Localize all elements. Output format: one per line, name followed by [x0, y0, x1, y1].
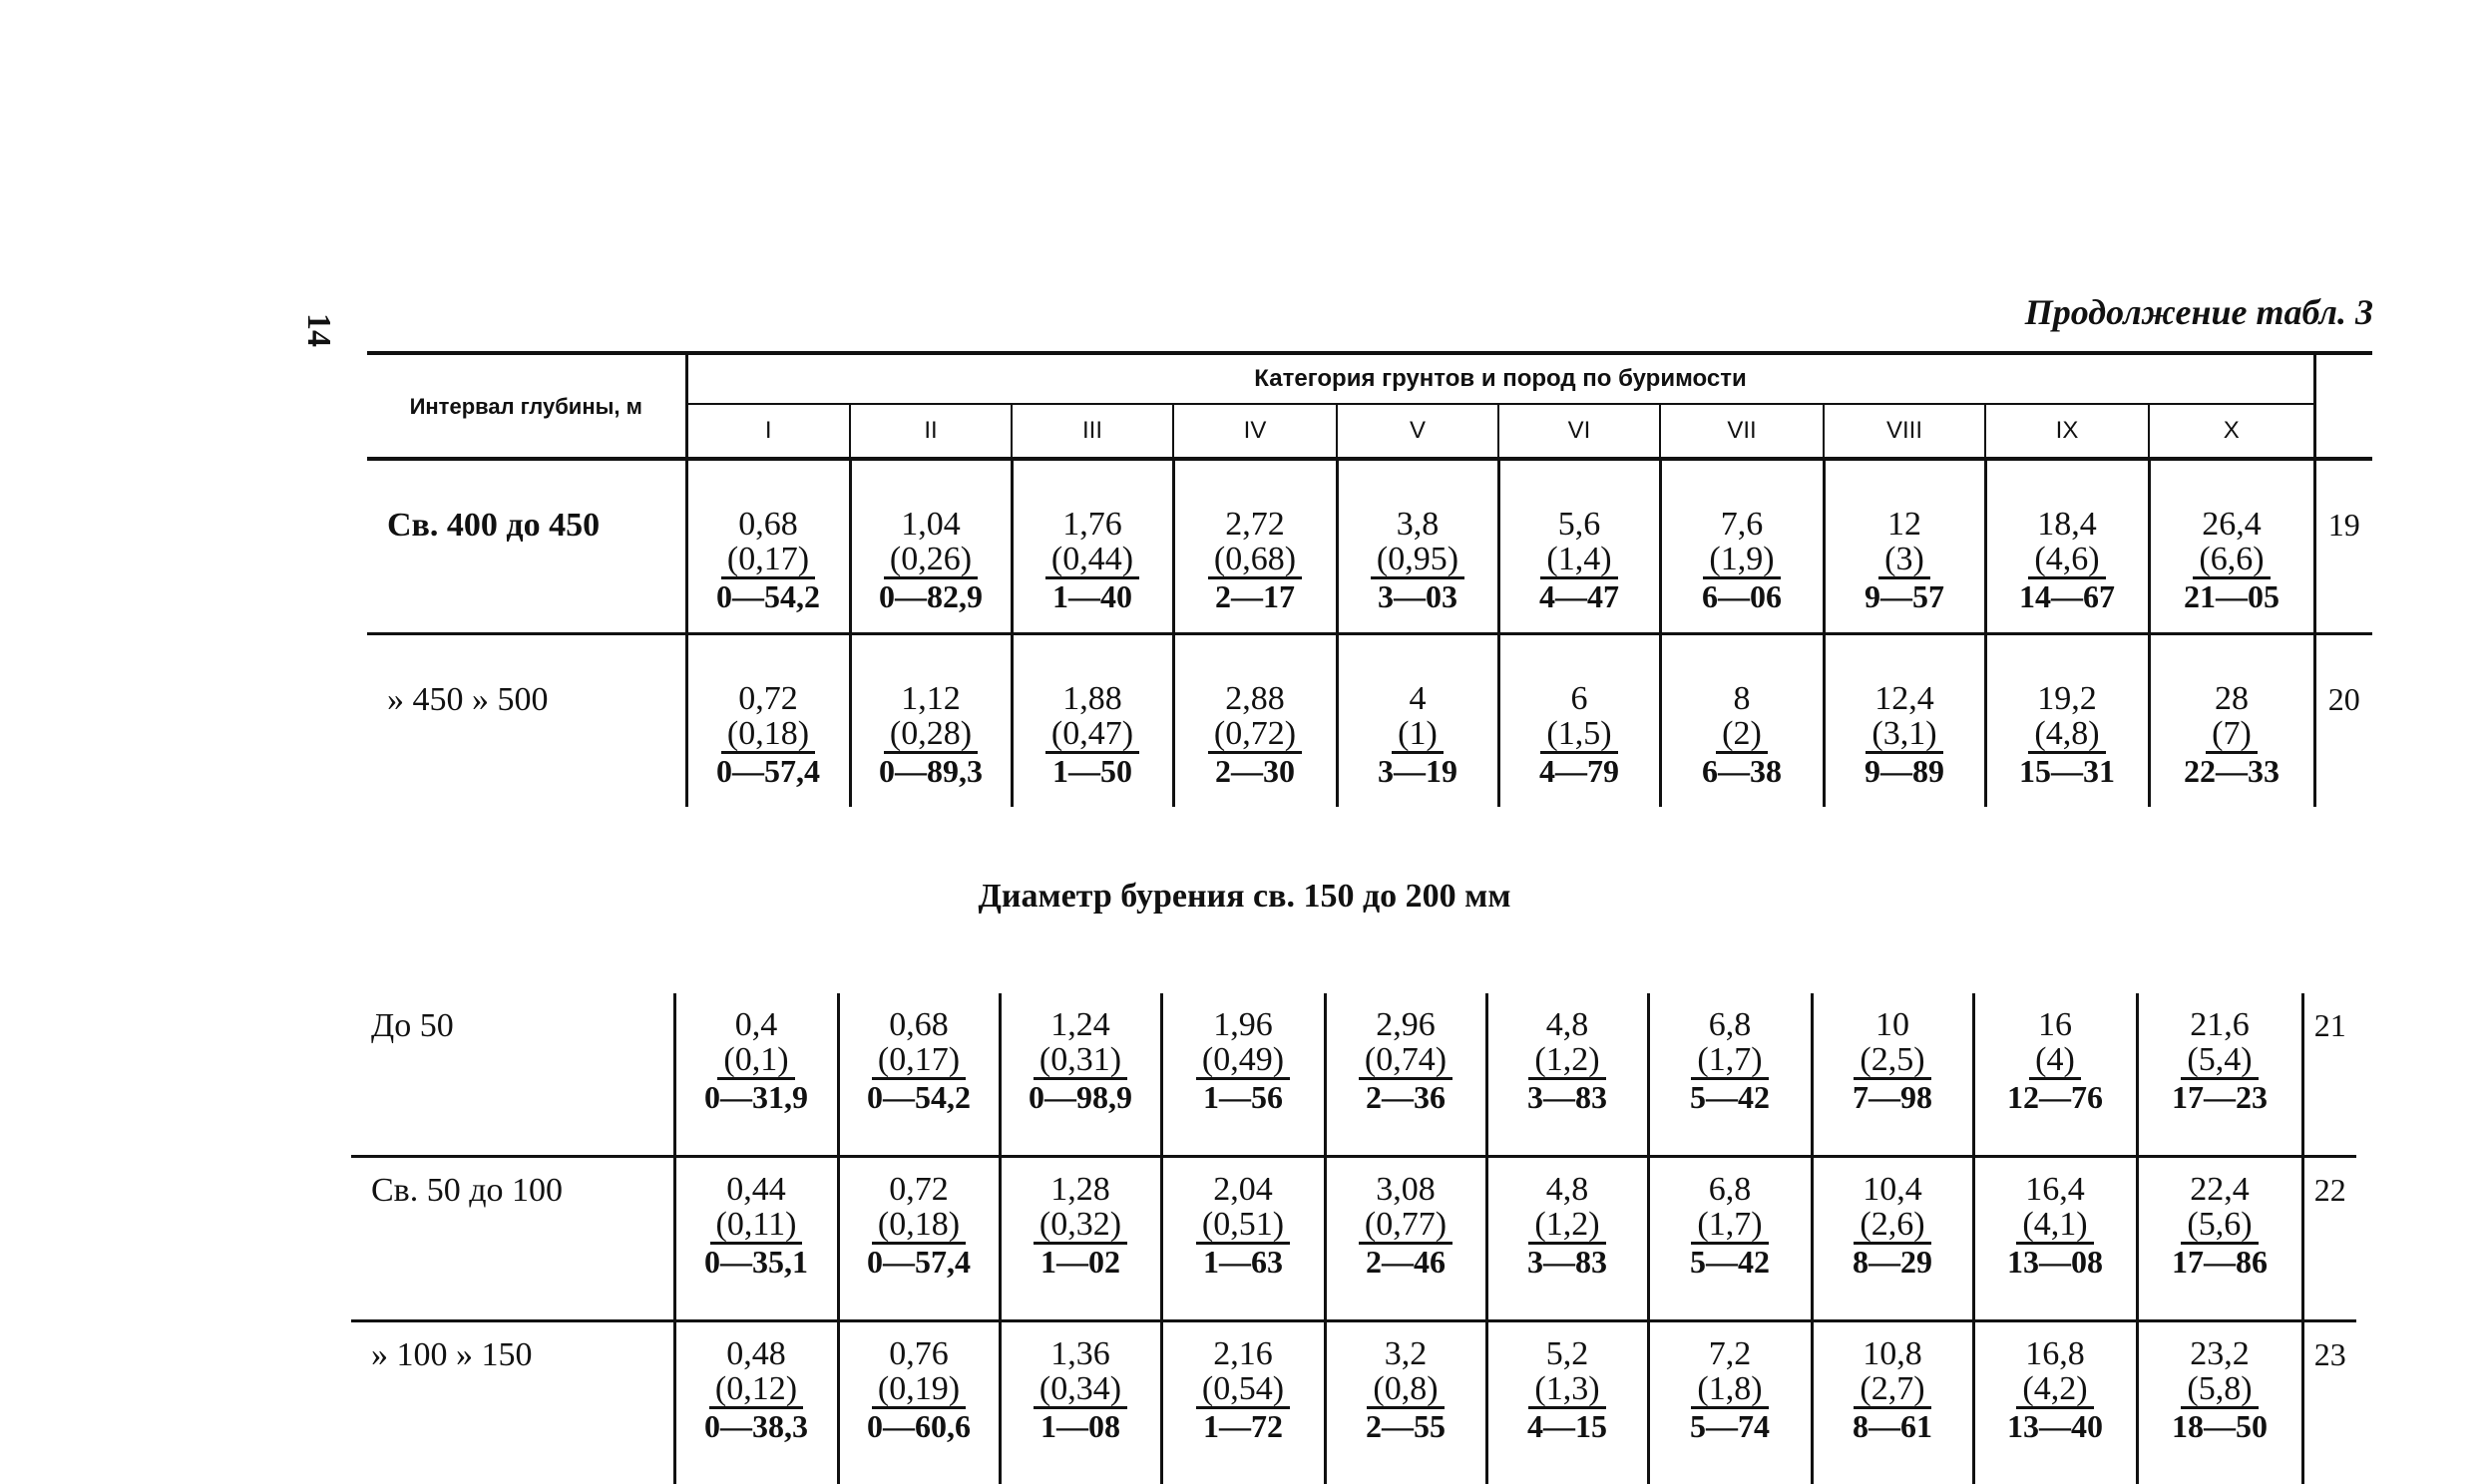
cost-value: 12—76 [2005, 1080, 2105, 1114]
value-fraction [1027, 1007, 1134, 1114]
machine-time-value: (1) [1392, 717, 1444, 754]
value-cell [1161, 993, 1325, 1157]
machine-time-value: (0,17) [872, 1043, 966, 1080]
cost-value: 3—19 [1376, 754, 1459, 788]
row-number: 23 [2302, 1321, 2356, 1484]
value-fraction [1863, 507, 1946, 613]
cost-value: 13—08 [2005, 1245, 2105, 1279]
value-fraction [865, 1336, 973, 1443]
cost-value: 0—54,2 [714, 579, 822, 613]
time-norm-value: 0,76 [865, 1336, 973, 1372]
value-cell [2149, 634, 2314, 808]
machine-time-value: (0,1) [717, 1043, 794, 1080]
header-category-VIII: VIII [1824, 404, 1985, 459]
machine-time-value: (0,34) [1034, 1372, 1127, 1409]
norms-table-bottom [351, 993, 2356, 1484]
cost-value: 1—08 [1038, 1409, 1122, 1443]
value-cell [1812, 1321, 1973, 1484]
machine-time-value: (1,8) [1691, 1372, 1768, 1409]
time-norm-value: 8 [1700, 681, 1784, 717]
value-fraction [1537, 681, 1621, 788]
time-norm-value: 6,8 [1688, 1007, 1772, 1043]
value-fraction [1196, 1007, 1290, 1114]
value-cell [1660, 459, 1824, 634]
value-cell [1985, 459, 2149, 634]
value-fraction [1863, 681, 1946, 788]
value-fraction [2005, 1172, 2105, 1279]
cost-value: 8—29 [1851, 1245, 1934, 1279]
row-number: 22 [2302, 1157, 2356, 1321]
machine-time-value: (1,7) [1691, 1208, 1768, 1245]
value-cell [1161, 1321, 1325, 1484]
machine-time-value: (1,2) [1528, 1208, 1605, 1245]
time-norm-value: 4 [1376, 681, 1459, 717]
cost-value: 21—05 [2182, 579, 2282, 613]
page-number: 14 [299, 313, 337, 347]
value-cell [850, 459, 1012, 634]
machine-time-value: (2,5) [1854, 1043, 1930, 1080]
value-cell [1325, 1157, 1486, 1321]
cost-value: 17—86 [2170, 1245, 2270, 1279]
machine-time-value: (4,6) [2028, 543, 2105, 579]
cost-value: 2—30 [1213, 754, 1297, 788]
machine-time-value: (1,4) [1540, 543, 1617, 579]
machine-time-value: (7) [2206, 717, 2258, 754]
machine-time-value: (0,68) [1208, 543, 1302, 579]
time-norm-value: 26,4 [2182, 507, 2282, 543]
time-norm-value: 5,6 [1537, 507, 1621, 543]
value-fraction [1371, 507, 1464, 613]
machine-time-value: (0,49) [1196, 1043, 1290, 1080]
value-cell [838, 1321, 1000, 1484]
value-fraction [877, 507, 985, 613]
cost-value: 1—02 [1038, 1245, 1122, 1279]
section-title: Диаметр бурения св. 150 до 200 мм [0, 878, 2489, 916]
machine-time-value: (1,3) [1528, 1372, 1605, 1409]
machine-time-value: (0,51) [1196, 1208, 1290, 1245]
cost-value: 0—57,4 [714, 754, 822, 788]
value-fraction [1364, 1336, 1448, 1443]
machine-time-value: (3,1) [1866, 717, 1942, 754]
time-norm-value: 1,04 [877, 507, 985, 543]
header-category-IX: IX [1985, 404, 2149, 459]
cost-value: 2—36 [1364, 1080, 1448, 1114]
cost-value: 5—74 [1688, 1409, 1772, 1443]
value-cell [1486, 1157, 1648, 1321]
header-depth-interval: Интервал глубины, м [367, 353, 686, 459]
cost-value: 15—31 [2017, 754, 2117, 788]
time-norm-value: 10 [1851, 1007, 1934, 1043]
cost-value: 5—42 [1688, 1245, 1772, 1279]
cost-value: 2—55 [1364, 1409, 1448, 1443]
cost-value: 0—54,2 [865, 1080, 973, 1114]
value-fraction [714, 507, 822, 613]
cost-value: 6—06 [1700, 579, 1784, 613]
value-cell [1173, 459, 1337, 634]
depth-interval-cell: Св. 400 до 450 [367, 459, 686, 634]
value-cell [1812, 993, 1973, 1157]
value-fraction [1851, 1007, 1934, 1114]
value-cell [2137, 993, 2302, 1157]
cost-value: 1—50 [1050, 754, 1134, 788]
header-category-X: X [2149, 404, 2314, 459]
table-continuation-label: Продолжение табл. 3 [2025, 291, 2373, 333]
time-norm-value: 2,72 [1208, 507, 1302, 543]
cost-value: 13—40 [2005, 1409, 2105, 1443]
machine-time-value: (5,6) [2181, 1208, 2258, 1245]
time-norm-value: 7,6 [1700, 507, 1784, 543]
time-norm-value: 1,12 [877, 681, 985, 717]
machine-time-value: (0,47) [1045, 717, 1139, 754]
time-norm-value: 3,2 [1364, 1336, 1448, 1372]
value-fraction [702, 1007, 810, 1114]
cost-value: 4—47 [1537, 579, 1621, 613]
value-cell [1337, 459, 1498, 634]
cost-value: 0—60,6 [865, 1409, 973, 1443]
time-norm-value: 22,4 [2170, 1172, 2270, 1208]
cost-value: 1—63 [1201, 1245, 1285, 1279]
machine-time-value: (1,5) [1540, 717, 1617, 754]
value-fraction [1034, 1336, 1127, 1443]
value-fraction [2182, 681, 2282, 788]
value-cell [1486, 1321, 1648, 1484]
header-category: Категория грунтов и пород по буримости [686, 353, 2314, 404]
time-norm-value: 19,2 [2017, 681, 2117, 717]
bottom-row [351, 993, 2356, 1157]
value-fraction [2170, 1172, 2270, 1279]
cost-value: 2—17 [1213, 579, 1297, 613]
value-cell [1648, 1157, 1812, 1321]
machine-time-value: (0,74) [1359, 1043, 1452, 1080]
value-fraction [2182, 507, 2282, 613]
value-fraction [1359, 1007, 1452, 1114]
value-fraction [2170, 1336, 2270, 1443]
time-norm-value: 0,48 [702, 1336, 810, 1372]
value-fraction [2005, 1007, 2105, 1114]
machine-time-value: (2) [1716, 717, 1768, 754]
header-category-II: II [850, 404, 1012, 459]
cost-value: 7—98 [1851, 1080, 1934, 1114]
value-cell [1337, 634, 1498, 808]
machine-time-value: (0,54) [1196, 1372, 1290, 1409]
cost-value: 2—46 [1364, 1245, 1448, 1279]
machine-time-value: (3) [1878, 543, 1930, 579]
depth-interval-cell: Св. 50 до 100 [351, 1157, 674, 1321]
cost-value: 22—33 [2182, 754, 2282, 788]
value-cell [1000, 993, 1161, 1157]
value-fraction [1700, 507, 1784, 613]
machine-time-value: (1,7) [1691, 1043, 1768, 1080]
time-norm-value: 3,08 [1359, 1172, 1452, 1208]
machine-time-value: (4,1) [2016, 1208, 2093, 1245]
time-norm-value: 16,8 [2005, 1336, 2105, 1372]
value-fraction [1525, 1336, 1609, 1443]
value-fraction [865, 1172, 973, 1279]
header-category-IV: IV [1173, 404, 1337, 459]
machine-time-value: (2,7) [1854, 1372, 1930, 1409]
machine-time-value: (0,18) [721, 717, 815, 754]
value-cell [1012, 459, 1173, 634]
value-cell [838, 1157, 1000, 1321]
value-fraction [1208, 507, 1302, 613]
value-cell [1000, 1321, 1161, 1484]
value-fraction [1196, 1172, 1290, 1279]
time-norm-value: 28 [2182, 681, 2282, 717]
time-norm-value: 12 [1863, 507, 1946, 543]
time-norm-value: 1,96 [1196, 1007, 1290, 1043]
value-cell [838, 993, 1000, 1157]
time-norm-value: 1,28 [1034, 1172, 1127, 1208]
value-fraction [702, 1172, 810, 1279]
value-cell [850, 634, 1012, 808]
machine-time-value: (0,95) [1371, 543, 1464, 579]
cost-value: 8—61 [1851, 1409, 1934, 1443]
value-fraction [1537, 507, 1621, 613]
machine-time-value: (0,31) [1034, 1043, 1127, 1080]
time-norm-value: 0,44 [702, 1172, 810, 1208]
value-fraction [1688, 1336, 1772, 1443]
machine-time-value: (1,2) [1528, 1043, 1605, 1080]
bottom-row [351, 1321, 2356, 1484]
time-norm-value: 1,36 [1034, 1336, 1127, 1372]
value-cell [1812, 1157, 1973, 1321]
value-fraction [2005, 1336, 2105, 1443]
time-norm-value: 0,72 [865, 1172, 973, 1208]
time-norm-value: 0,4 [702, 1007, 810, 1043]
time-norm-value: 6,8 [1688, 1172, 1772, 1208]
value-cell [1498, 634, 1660, 808]
time-norm-value: 0,72 [714, 681, 822, 717]
time-norm-value: 2,96 [1359, 1007, 1452, 1043]
value-cell [1973, 1321, 2137, 1484]
time-norm-value: 4,8 [1525, 1172, 1609, 1208]
cost-value: 0—35,1 [702, 1245, 810, 1279]
value-fraction [1525, 1007, 1609, 1114]
time-norm-value: 21,6 [2170, 1007, 2270, 1043]
cost-value: 0—57,4 [865, 1245, 973, 1279]
value-cell [1325, 993, 1486, 1157]
cost-value: 9—89 [1863, 754, 1946, 788]
machine-time-value: (6,6) [2193, 543, 2270, 579]
machine-time-value: (5,4) [2181, 1043, 2258, 1080]
machine-time-value: (0,12) [709, 1372, 803, 1409]
value-cell [1973, 1157, 2137, 1321]
value-cell [1000, 1157, 1161, 1321]
header-row-number [2314, 353, 2372, 459]
header-category-III: III [1012, 404, 1173, 459]
value-fraction [1045, 507, 1139, 613]
time-norm-value: 2,16 [1196, 1336, 1290, 1372]
machine-time-value: (4,8) [2028, 717, 2105, 754]
depth-interval-cell: » 100 » 150 [351, 1321, 674, 1484]
top-row [367, 459, 2372, 634]
time-norm-value: 2,04 [1196, 1172, 1290, 1208]
cost-value: 14—67 [2017, 579, 2117, 613]
time-norm-value: 1,24 [1027, 1007, 1134, 1043]
value-fraction [1700, 681, 1784, 788]
header-category-VII: VII [1660, 404, 1824, 459]
bottom-row [351, 1157, 2356, 1321]
time-norm-value: 3,8 [1371, 507, 1464, 543]
cost-value: 3—83 [1525, 1080, 1609, 1114]
top-row [367, 634, 2372, 808]
value-cell [2149, 459, 2314, 634]
time-norm-value: 5,2 [1525, 1336, 1609, 1372]
cost-value: 0—82,9 [877, 579, 985, 613]
machine-time-value: (0,17) [721, 543, 815, 579]
value-cell [1648, 993, 1812, 1157]
machine-time-value: (0,28) [884, 717, 978, 754]
value-fraction [1196, 1336, 1290, 1443]
machine-time-value: (0,8) [1367, 1372, 1444, 1409]
value-cell [1012, 634, 1173, 808]
value-cell [1325, 1321, 1486, 1484]
value-fraction [2017, 681, 2117, 788]
cost-value: 0—89,3 [877, 754, 985, 788]
time-norm-value: 2,88 [1208, 681, 1302, 717]
depth-interval-cell: » 450 » 500 [367, 634, 686, 808]
value-cell [1985, 634, 2149, 808]
value-cell [1824, 634, 1985, 808]
time-norm-value: 0,68 [865, 1007, 973, 1043]
value-cell [1824, 459, 1985, 634]
time-norm-value: 12,4 [1863, 681, 1946, 717]
value-cell [686, 459, 850, 634]
machine-time-value: (2,6) [1854, 1208, 1930, 1245]
cost-value: 17—23 [2170, 1080, 2270, 1114]
value-cell [1173, 634, 1337, 808]
value-fraction [1045, 681, 1139, 788]
value-fraction [714, 681, 822, 788]
value-fraction [1851, 1336, 1934, 1443]
value-fraction [1376, 681, 1459, 788]
time-norm-value: 18,4 [2017, 507, 2117, 543]
row-number: 19 [2314, 459, 2372, 634]
machine-time-value: (0,44) [1045, 543, 1139, 579]
value-fraction [1851, 1172, 1934, 1279]
time-norm-value: 10,8 [1851, 1336, 1934, 1372]
machine-time-value: (0,32) [1034, 1208, 1127, 1245]
value-fraction [1359, 1172, 1452, 1279]
value-cell [1660, 634, 1824, 808]
cost-value: 3—83 [1525, 1245, 1609, 1279]
value-cell [2137, 1321, 2302, 1484]
time-norm-value: 7,2 [1688, 1336, 1772, 1372]
value-fraction [1525, 1172, 1609, 1279]
value-cell [1648, 1321, 1812, 1484]
value-cell [674, 993, 838, 1157]
value-fraction [1688, 1007, 1772, 1114]
machine-time-value: (0,19) [872, 1372, 966, 1409]
norms-table-top [367, 351, 2372, 807]
time-norm-value: 4,8 [1525, 1007, 1609, 1043]
value-fraction [865, 1007, 973, 1114]
value-fraction [877, 681, 985, 788]
time-norm-value: 16,4 [2005, 1172, 2105, 1208]
machine-time-value: (4) [2029, 1043, 2081, 1080]
cost-value: 0—38,3 [702, 1409, 810, 1443]
value-fraction [1034, 1172, 1127, 1279]
cost-value: 9—57 [1863, 579, 1946, 613]
row-number: 21 [2302, 993, 2356, 1157]
value-fraction [702, 1336, 810, 1443]
value-cell [1973, 993, 2137, 1157]
cost-value: 4—79 [1537, 754, 1621, 788]
time-norm-value: 10,4 [1851, 1172, 1934, 1208]
value-cell [674, 1157, 838, 1321]
value-cell [2137, 1157, 2302, 1321]
time-norm-value: 6 [1537, 681, 1621, 717]
cost-value: 0—31,9 [702, 1080, 810, 1114]
cost-value: 5—42 [1688, 1080, 1772, 1114]
cost-value: 18—50 [2170, 1409, 2270, 1443]
machine-time-value: (0,26) [884, 543, 978, 579]
time-norm-value: 1,88 [1045, 681, 1139, 717]
value-cell [674, 1321, 838, 1484]
time-norm-value: 0,68 [714, 507, 822, 543]
machine-time-value: (5,8) [2181, 1372, 2258, 1409]
time-norm-value: 23,2 [2170, 1336, 2270, 1372]
machine-time-value: (0,11) [710, 1208, 803, 1245]
value-fraction [2017, 507, 2117, 613]
header-category-I: I [686, 404, 850, 459]
time-norm-value: 1,76 [1045, 507, 1139, 543]
cost-value: 0—98,9 [1027, 1080, 1134, 1114]
value-fraction [1688, 1172, 1772, 1279]
machine-time-value: (0,77) [1359, 1208, 1452, 1245]
cost-value: 4—15 [1525, 1409, 1609, 1443]
machine-time-value: (0,18) [872, 1208, 966, 1245]
value-fraction [1208, 681, 1302, 788]
machine-time-value: (0,72) [1208, 717, 1302, 754]
cost-value: 1—72 [1201, 1409, 1285, 1443]
machine-time-value: (4,2) [2016, 1372, 2093, 1409]
cost-value: 3—03 [1376, 579, 1459, 613]
value-cell [686, 634, 850, 808]
time-norm-value: 16 [2005, 1007, 2105, 1043]
cost-value: 1—40 [1050, 579, 1134, 613]
value-cell [1486, 993, 1648, 1157]
machine-time-value: (1,9) [1703, 543, 1780, 579]
value-cell [1498, 459, 1660, 634]
depth-interval-cell: До 50 [351, 993, 674, 1157]
header-category-VI: VI [1498, 404, 1660, 459]
cost-value: 1—56 [1201, 1080, 1285, 1114]
row-number: 20 [2314, 634, 2372, 808]
cost-value: 6—38 [1700, 754, 1784, 788]
value-fraction [2170, 1007, 2270, 1114]
header-category-V: V [1337, 404, 1498, 459]
value-cell [1161, 1157, 1325, 1321]
